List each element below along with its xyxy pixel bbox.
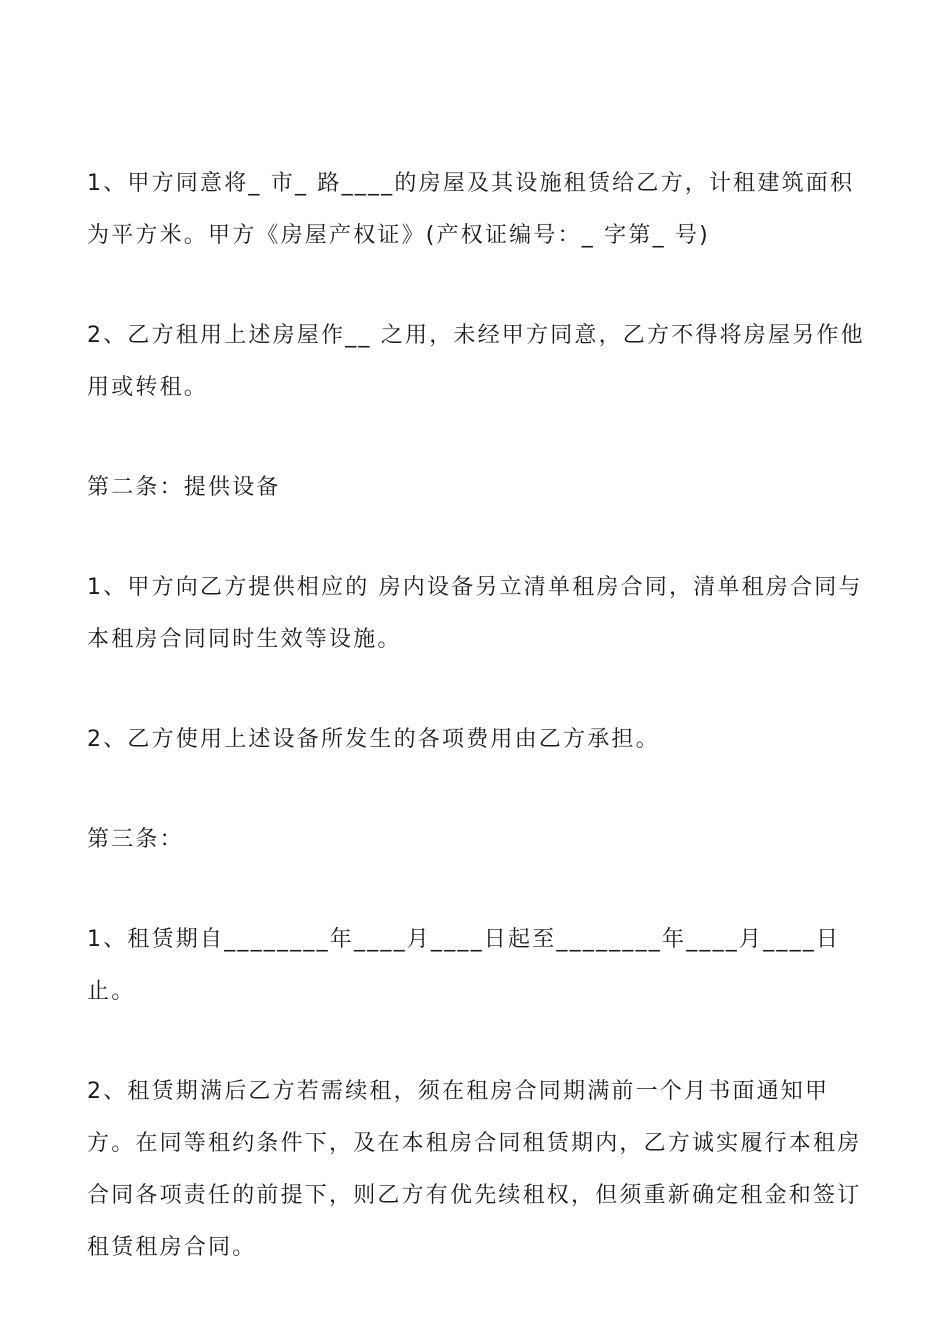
paragraph-spacer — [87, 666, 867, 714]
paragraph-spacer — [87, 1018, 867, 1066]
clause-3-item-2: 2、租赁期满后乙方若需续租，须在租房合同期满前一个月书面通知甲方。在同等租约条件下，及在本租房合同租赁期内，乙方诚实履行本租房合同各项责任的前提下，则乙方有优先续租权，但须重新确定租金和签订租赁租房合同。 — [87, 1079, 862, 1260]
document-body — [87, 158, 867, 1274]
clause-2-item-2: 2、乙方使用上述设备所发生的各项费用由乙方承担。 — [87, 727, 660, 752]
paragraph-spacer — [87, 414, 867, 462]
clause-1-item-2: 2、乙方租用上述房屋作__ 之用，未经甲方同意，乙方不得将房屋另作他用或转租。 — [87, 323, 865, 400]
paragraph-spacer — [87, 262, 867, 310]
clause-3-item-1: 1、租赁期自________年____月____日起至________年____月____日止。 — [87, 927, 841, 1004]
clause-1-item-1: 1、甲方同意将_ 市_ 路____的房屋及其设施租赁给乙方，计租建筑面积为平方米。甲方《房屋产权证》(产权证编号：_ 字第_ 号) — [87, 171, 855, 248]
paragraph-spacer — [87, 514, 867, 562]
clause-2-item-1: 1、甲方向乙方提供相应的 房内设备另立清单租房合同，清单租房合同与本租房合同同时生效等设施。 — [87, 575, 863, 652]
paragraph-spacer — [87, 766, 867, 814]
paragraph-spacer — [87, 866, 867, 914]
clause-3-heading: 第三条： — [87, 827, 184, 852]
clause-2-heading: 第二条：提供设备 — [87, 475, 281, 500]
